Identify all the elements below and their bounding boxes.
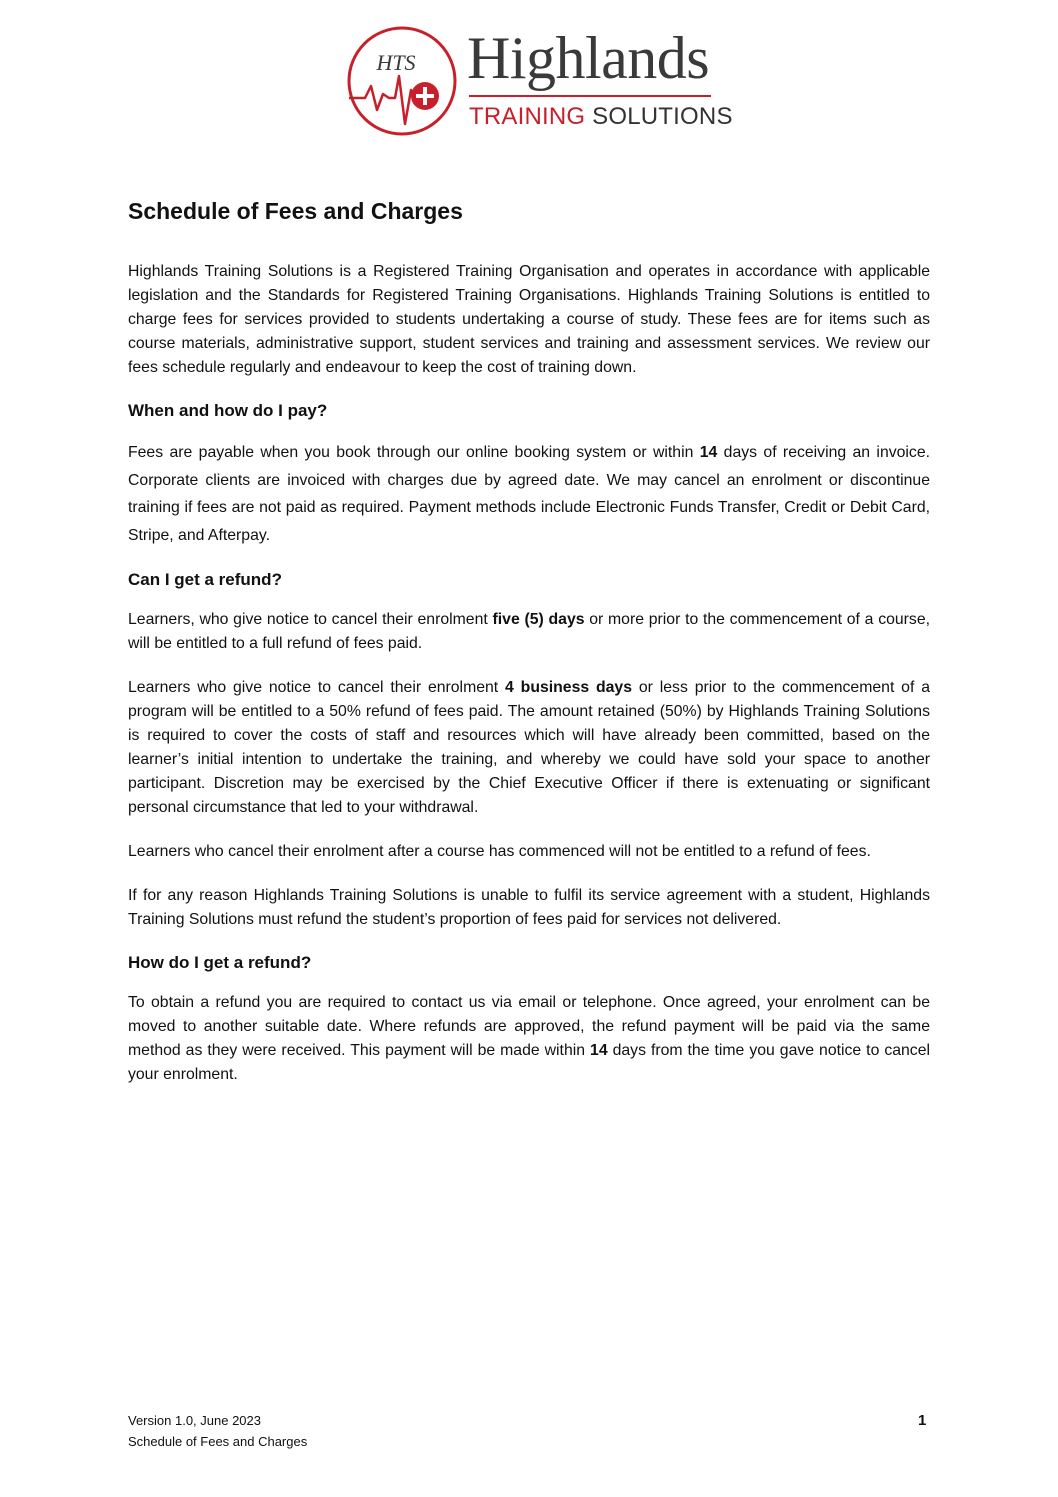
how-refund-section: [128, 952, 930, 1087]
footer-version: Version 1.0, June 2023: [128, 1413, 261, 1428]
refund-paragraph-service: If for any reason Highlands Training Solutions is unable to fulfil its service agreement with a student, Highlands Training Solutions must refund the student’s proportion of fees paid for services not delivered.: [128, 887, 930, 928]
document-body: [128, 196, 930, 1107]
refund-section: [128, 569, 930, 932]
page-footer: [128, 1410, 307, 1452]
logo-emblem: [345, 24, 463, 140]
refund-heading: Can I get a refund?: [128, 570, 282, 589]
logo-name: Highlands: [467, 25, 710, 91]
page-number: 1: [918, 1412, 927, 1429]
logo-divider: [469, 95, 711, 97]
how-refund-heading: How do I get a refund?: [128, 953, 312, 972]
logo-initials: HTS: [376, 50, 416, 75]
refund-paragraph-commenced: Learners who cancel their enrolment after a course has commenced will not be entitled to a refund of fees.: [128, 843, 871, 860]
logo-subtitle: [469, 104, 733, 130]
company-logo: [345, 24, 733, 140]
how-refund-paragraph: To obtain a refund you are required to contact us via email or telephone. Once agreed, your enrolment can be moved to another suitable date. Where refunds are approved, the refund payment will be paid via the same method as they were received. This payment will be made within 14 days from the time you gave notice to cancel your enrolment.: [128, 994, 931, 1083]
logo-subtitle-training: TRAINING: [469, 103, 586, 130]
payment-section: [128, 400, 930, 549]
payment-heading: When and how do I pay?: [128, 401, 328, 420]
medical-cross-icon: [411, 82, 439, 110]
payment-paragraph: Fees are payable when you book through our online booking system or within 14 days of receiving an invoice. Corporate clients are invoiced with charges due by agreed date. We may cancel an enrolment or discontinue training if fees are not paid as required. Payment methods include Electronic Funds Transfer, Credit or Debit Card, Stripe, and Afterpay.: [128, 444, 930, 544]
intro-paragraph: Highlands Training Solutions is a Registered Training Organisation and operates in accordance with applicable legislation and the Standards for Registered Training Organisations. Highlands Training Solutions is entitled to charge fees for services provided to students undertaking a course of study. These fees are for items such as course materials, administrative support, student services and training and assessment services. We review our fees schedule regularly and endeavour to keep the cost of training down.: [128, 263, 930, 376]
refund-paragraph-partial: Learners who give notice to cancel their enrolment 4 business days or less prior to the commencement of a program will be entitled to a 50% refund of fees paid. The amount retained (50%) by Highlands Training Solutions is required to cover the costs of staff and resources which will have already been committed, based on the learner’s initial intention to undertake the training, and whereby we could have sold your space to another participant. Discretion may be exercised by the Chief Executive Officer if there is extenuating or significant personal circumstance that led to your withdrawal.: [128, 679, 930, 816]
heartbeat-line-icon: [349, 76, 421, 124]
refund-paragraph-full: Learners, who give notice to cancel their enrolment five (5) days or more prior to the commencement of a course, will be entitled to a full refund of fees paid.: [128, 611, 930, 652]
logo-subtitle-solutions: SOLUTIONS: [592, 103, 733, 130]
footer-doc-title: Schedule of Fees and Charges: [128, 1434, 308, 1449]
page-title: Schedule of Fees and Charges: [128, 198, 463, 224]
